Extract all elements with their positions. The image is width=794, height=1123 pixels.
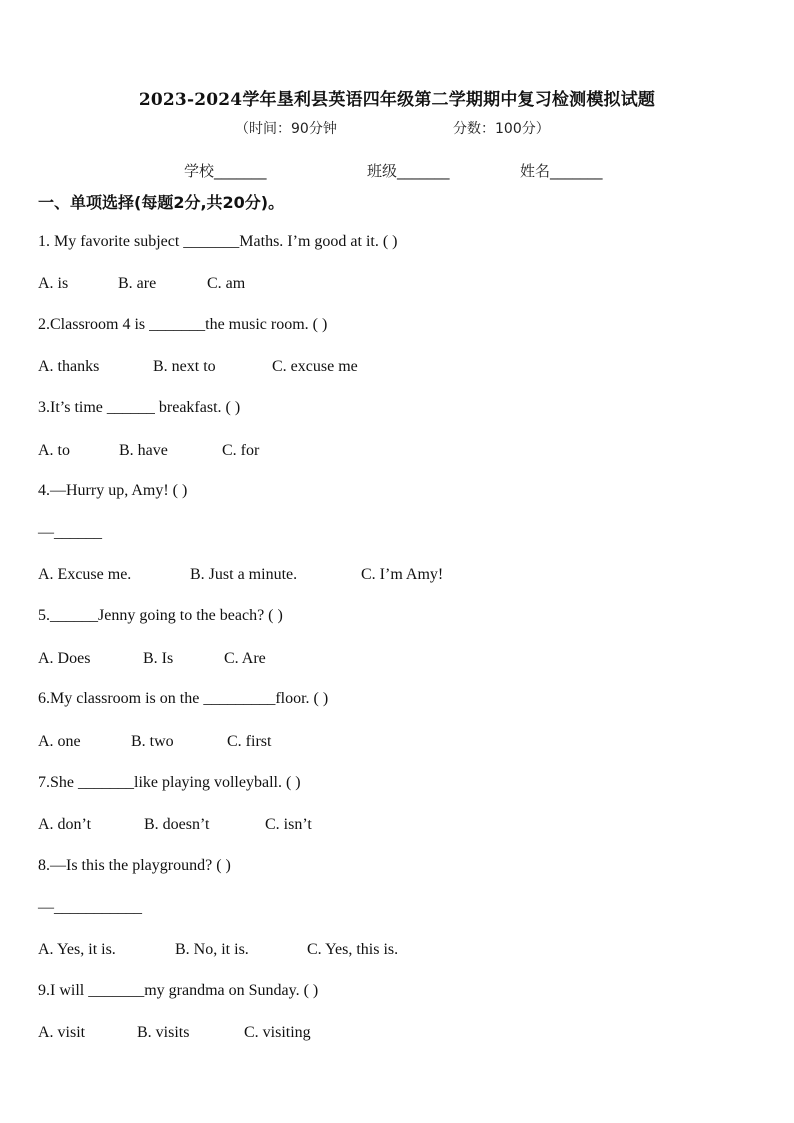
exam-score: 分数：100分） bbox=[453, 121, 550, 137]
question-6-option-b: B. two bbox=[131, 733, 174, 750]
question-7-option-c: C. isn’t bbox=[265, 816, 312, 833]
exam-time: （时间：90分钟 bbox=[235, 121, 337, 137]
section-heading: 一、单项选择(每题2分,共20分)。 bbox=[38, 193, 285, 212]
question-9-option-b: B. visits bbox=[137, 1024, 190, 1041]
question-6-stem: 6.My classroom is on the _________floor. ( ) bbox=[38, 690, 329, 707]
question-1-option-a: A. is bbox=[38, 275, 69, 292]
question-1-option-b: B. are bbox=[118, 275, 157, 292]
question-4-option-b: B. Just a minute. bbox=[190, 566, 298, 583]
question-3-option-c: C. for bbox=[222, 442, 260, 459]
question-4-answer-line: —______ bbox=[38, 524, 102, 541]
question-5-stem: 5.______Jenny going to the beach? ( ) bbox=[38, 607, 283, 624]
question-8-answer-line: —___________ bbox=[38, 899, 142, 916]
question-1-stem: 1. My favorite subject _______Maths. I’m good at it. ( ) bbox=[38, 233, 398, 250]
question-2-option-b: B. next to bbox=[153, 358, 216, 375]
question-8-option-b: B. No, it is. bbox=[175, 941, 249, 958]
question-5-option-c: C. Are bbox=[224, 650, 266, 667]
question-2-option-c: C. excuse me bbox=[272, 358, 358, 375]
question-3-option-a: A. to bbox=[38, 442, 70, 459]
question-4-stem: 4.—Hurry up, Amy! ( ) bbox=[38, 482, 188, 499]
question-9-option-c: C. visiting bbox=[244, 1024, 311, 1041]
question-3-stem: 3.It’s time ______ breakfast. ( ) bbox=[38, 399, 241, 416]
question-1-option-c: C. am bbox=[207, 275, 246, 292]
question-7-option-a: A. don’t bbox=[38, 816, 92, 833]
school-field: 学校_______ bbox=[184, 162, 267, 180]
question-3-option-b: B. have bbox=[119, 442, 168, 459]
question-4-option-a: A. Excuse me. bbox=[38, 566, 132, 583]
question-8-stem: 8.—Is this the playground? ( ) bbox=[38, 857, 231, 874]
question-5-option-a: A. Does bbox=[38, 650, 91, 667]
class-field: 班级_______ bbox=[367, 162, 450, 180]
question-9-option-a: A. visit bbox=[38, 1024, 86, 1041]
question-8-option-a: A. Yes, it is. bbox=[38, 941, 116, 958]
question-9-stem: 9.I will _______my grandma on Sunday. ( ) bbox=[38, 982, 319, 999]
question-2-option-a: A. thanks bbox=[38, 358, 100, 375]
question-6-option-a: A. one bbox=[38, 733, 81, 750]
question-5-option-b: B. Is bbox=[143, 650, 174, 667]
question-7-stem: 7.She _______like playing volleyball. ( ) bbox=[38, 774, 301, 791]
question-8-option-c: C. Yes, this is. bbox=[307, 941, 399, 958]
question-6-option-c: C. first bbox=[227, 733, 272, 750]
name-field: 姓名_______ bbox=[520, 162, 603, 180]
question-4-option-c: C. I’m Amy! bbox=[361, 566, 444, 583]
question-2-stem: 2.Classroom 4 is _______the music room. ( ) bbox=[38, 316, 328, 333]
page-title: 2023-2024学年垦利县英语四年级第二学期期中复习检测模拟试题 bbox=[138, 90, 656, 110]
question-7-option-b: B. doesn’t bbox=[144, 816, 210, 833]
